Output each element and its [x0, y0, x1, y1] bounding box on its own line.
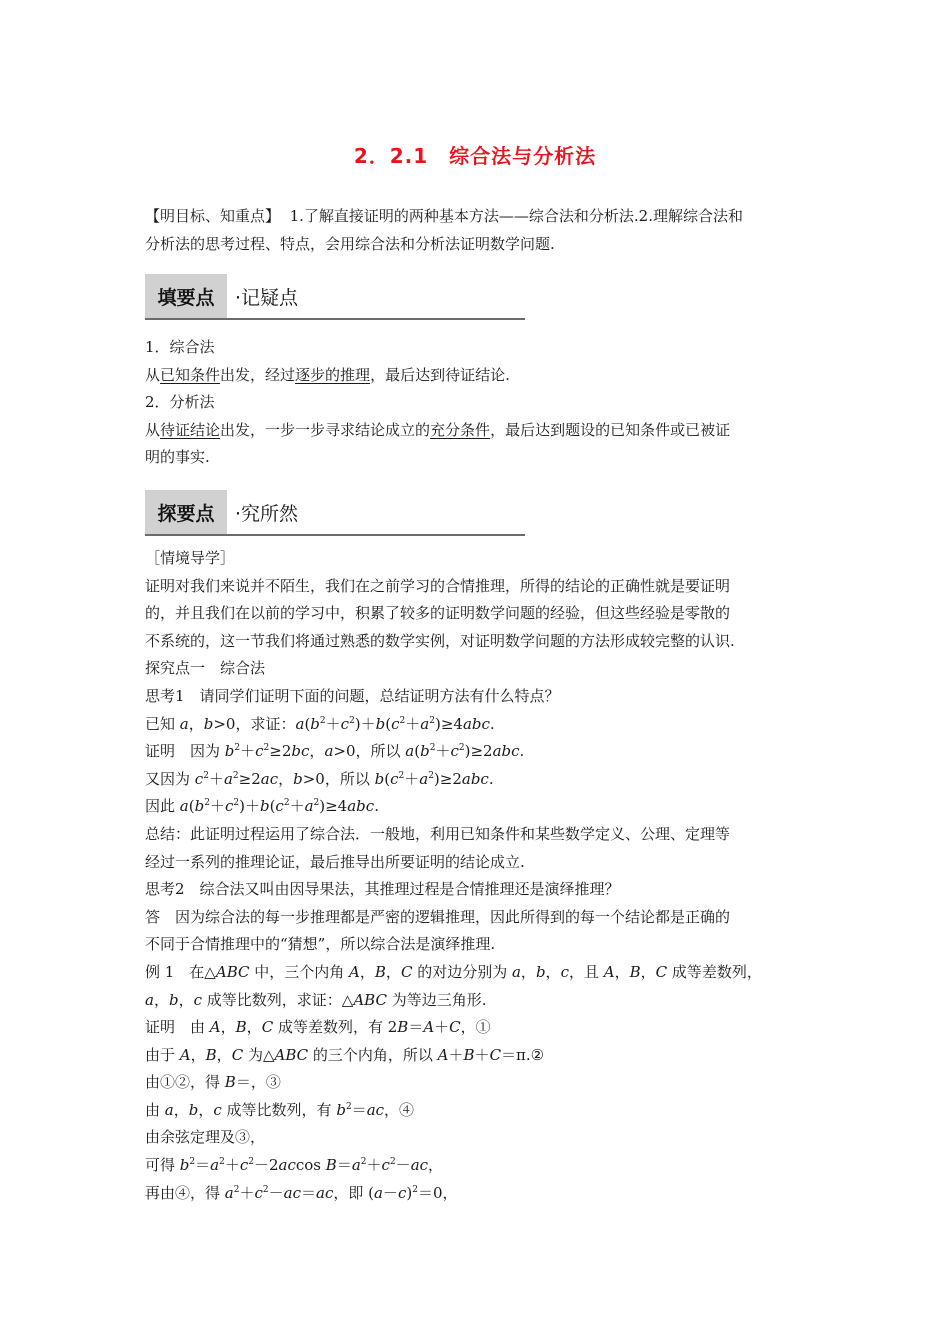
math-line: 由余弦定理及③，: [145, 1128, 266, 1147]
goals-line-2: 分析法的思考过程、特点，会用综合法和分析法证明数学问题.: [145, 234, 555, 253]
text: 从: [145, 420, 161, 439]
math-line: 由①②，得 B＝，③: [145, 1073, 281, 1092]
math-line: 证明 因为 $b^2+c^2\ge 2bc$，a>0，所以 $a(b^2+c^2)\ge 2abc$.: [145, 742, 525, 761]
goals-line-1: [145, 203, 815, 231]
key-points-block: [145, 334, 815, 472]
example-line: a，b，c 成等比数列，求证：△ABC 为等边三角形.: [145, 990, 487, 1009]
paragraph-line: 不系统的，这一节我们将通过熟悉的数学实例，对证明数学问题的方法形成较完整的认识.: [145, 631, 735, 650]
math-line: 又因为 $c^2+a^2\ge 2ac$，b>0，所以 $b(c^2+a^2)\ge 2abc$.: [145, 769, 494, 788]
text: ，最后达到待证结论.: [370, 365, 510, 384]
text: 从: [145, 365, 161, 384]
explore-point-heading: 探究点一 综合法: [145, 659, 266, 678]
page-title: 2．2.1 综合法与分析法: [353, 144, 597, 168]
blank-known-conditions: 已知条件: [160, 365, 221, 384]
math-line: 由 a，b，c 成等比数列，有 $b^2=ac$，④: [145, 1100, 415, 1119]
section-sub-label: ·究所然: [235, 502, 299, 525]
math-line: 再由④，得 $a^2+c^2-ac=ac$，即 $(a-c)^2=0$，: [145, 1183, 458, 1202]
text: ，最后达到题设的已知条件或已被证: [490, 420, 731, 439]
math-line: 证明 由 A，B，C 成等差数列，有 2B＝A＋C，①: [145, 1018, 491, 1037]
answer-line: 不同于合情推理中的“猜想”，所以综合法是演绎推理.: [145, 935, 496, 954]
section-box-label: 探要点: [145, 490, 227, 534]
blank-conclusion: 待证结论: [160, 420, 221, 439]
goals-bracket-label: 【明目标、知重点】: [145, 207, 281, 225]
situation-heading: ［情境导学］: [145, 549, 236, 567]
synthesis-definition: [145, 362, 815, 390]
summary-line: 总结：此证明过程运用了综合法．一般地，利用已知条件和某些数学定义、公理、定理等: [145, 824, 731, 843]
analysis-definition-cont: 明的事实.: [145, 448, 210, 467]
section-sub-label: ·记疑点: [235, 286, 299, 309]
section-header-fill-points: [145, 274, 525, 320]
text: 出发，一步一步寻求结论成立的: [220, 420, 431, 439]
section-box-label: 填要点: [145, 274, 227, 318]
math-line: 已知 a，b>0，求证：$a(b^2+c^2)+b(c^2+a^2)\ge 4abc$.: [145, 714, 495, 733]
paragraph-line: 的，并且我们在以前的学习中，积累了较多的证明数学问题的经验，但这些经验是零散的: [145, 604, 731, 623]
section-header-explore-points: [145, 490, 525, 536]
explore-block: [145, 545, 815, 1207]
learning-goals: [145, 203, 815, 258]
math-line: 因此 $a(b^2+c^2)+b(c^2+a^2)\ge 4abc$.: [145, 797, 379, 816]
paragraph-line: 证明对我们来说并不陌生，我们在之前学习的合情推理，所得的结论的正确性就是要证明: [145, 576, 731, 595]
example-line: 例 1 在△ABC 中，三个内角 A，B，C 的对边分别为 a，b，c，且 A，B，C 成等差数列，: [145, 962, 762, 981]
summary-line: 经过一系列的推理论证，最后推导出所要证明的结论成立.: [145, 852, 525, 871]
blank-sufficient-condition: 充分条件: [430, 420, 491, 439]
math-line: 可得 $b^2=a^2+c^2-2accos$ $B=a^2+c^2-ac$，: [145, 1156, 444, 1175]
answer-line: 答 因为综合法的每一步推理都是严密的逻辑推理，因此所得到的每一个结论都是正确的: [145, 907, 731, 926]
math-line: 由于 A，B，C 为△ABC 的三个内角，所以 A＋B＋C＝π.②: [145, 1045, 545, 1064]
think-1: 思考1 请同学们证明下面的问题，总结证明方法有什么特点？: [145, 686, 560, 705]
blank-stepwise-reasoning: 逐步的推理: [295, 365, 371, 384]
text: 出发，经过: [220, 365, 296, 384]
analysis-definition: [145, 417, 815, 445]
heading-analysis: 2．分析法: [145, 393, 215, 412]
goals-text-1: 1.了解直接证明的两种基本方法——综合法和分析法.2.理解综合法和: [289, 207, 743, 225]
heading-synthesis: 1．综合法: [145, 338, 215, 356]
think-2: 思考2 综合法又叫由因导果法，其推理过程是合情推理还是演绎推理？: [145, 880, 620, 899]
